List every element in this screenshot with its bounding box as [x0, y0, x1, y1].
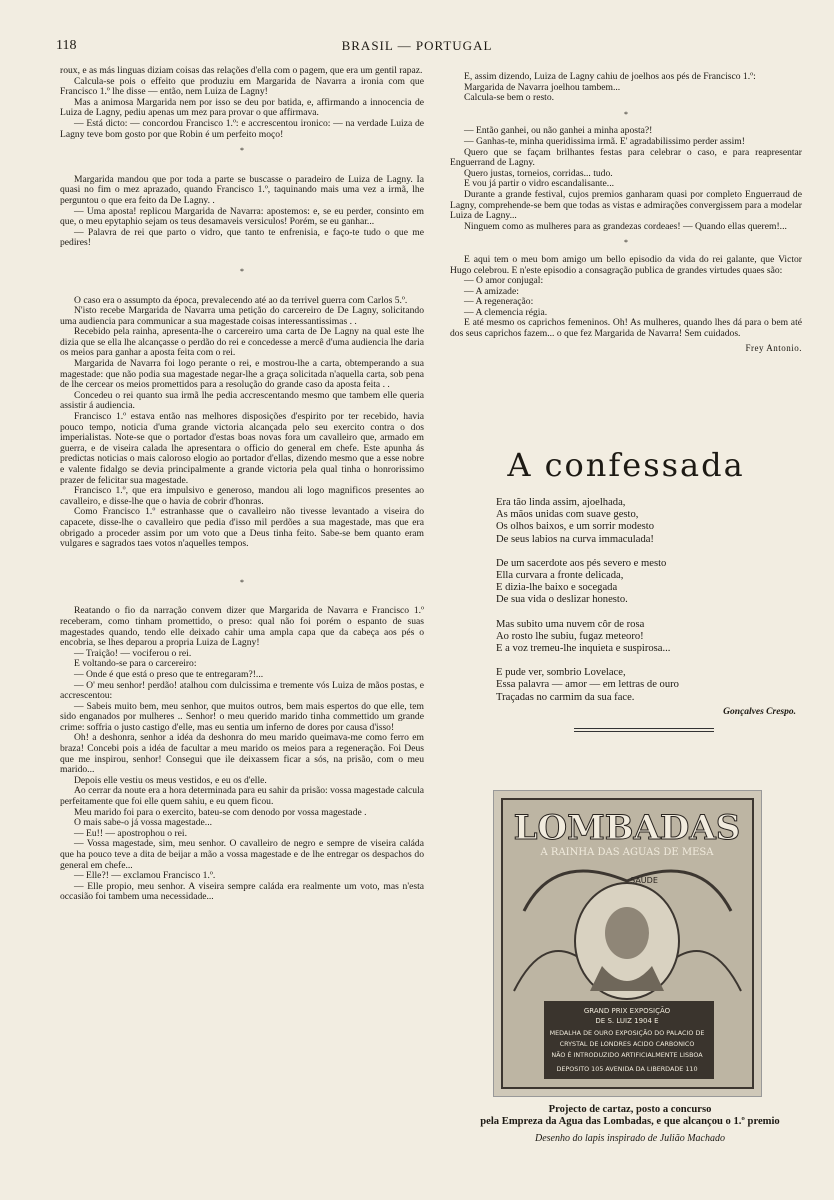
poem-author: Gonçalves Crespo. — [723, 707, 796, 717]
paragraph: Mas a animosa Margarida nem por isso se deu por batida, e, affirmando a innocencia de Luiza de Lagny, pediu apenas um mez para provar o que affirmava. — [60, 96, 424, 119]
section-separator: * — [624, 109, 628, 119]
paragraph: Oh! a deshonra, senhor a idéa da deshonra do meu marido queimava-me como ferro em braza! Concebi pois a idéa de facultar a meu marido os meios para a regeneração. Foi Deus que me inspirou, senhor! Consegui que ile deixassem ficar a sós, na prisão, com o meu marido... — [60, 732, 424, 776]
poem-line: De sua vida o deslizar honesto. — [496, 594, 628, 606]
right-column — [450, 72, 802, 353]
poem-line: E pude ver, sombrio Lovelace, — [496, 667, 626, 679]
poster-line: MEDALHA DE OURO EXPOSIÇÃO DO PALACIO DE — [549, 1029, 705, 1037]
poster-brand: LOMBADAS — [513, 808, 741, 848]
poem-line: Ella curvara a fronte delicada, — [496, 570, 624, 582]
poem-line: Essa palavra — amor — em lettras de ouro — [496, 679, 679, 691]
paragraph: — Eu!! — apostrophou o rei. — [74, 827, 187, 839]
paragraph: Francisco 1.º, que era impulsivo e generoso, mandou ali logo magnificos presentes ao cavalleiro, e disse-lhe que o havia de cobrir d'honras. — [60, 485, 424, 507]
article-signature: Frey Antonio. — [745, 342, 802, 353]
paragraph: Recebido pela rainha, apresenta-lhe o carcereiro uma carta de De Lagny na qual este lhe dizia que se ella lhe alcançasse o perdão do rei e concedesse a mercê d'uma audiencia lhe daria os meios para ganhar a aposta feita com o rei. — [60, 326, 424, 359]
paragraph: — Uma aposta! replicou Margarida de Navarra: apostemos: e, se eu perder, consinto em que, o meu epytaphio sejam os teus desamaveis versiculos! Porém, se eu ganhar... — [60, 205, 424, 228]
paragraph: Francisco 1.º estava então nas melhores disposições d'espirito por ter recebido, havia pouco tempo, noticia d'uma grande victoria alcançada pelo seu exercito contra o dos imperialistas. Note-se que o portador d'estas boas novas fora um cavalleiro que, armado em guerra, e de viseira calada lhe apresentara o officio do general em chefe. Este apunha ás predictas noticias o mais caloroso elogio ao portador d'ellas, dizendo mesmo que a esse nobre e valente fidalgo se devia principalmente a grande victoria pela qual tinha o honrorissimo prazer de felicitar sua magestade. — [60, 411, 424, 486]
section-separator: * — [240, 577, 244, 587]
paragraph: E até mesmo os caprichos femeninos. Oh! As mulheres, quando lhes dá para o bem até dos seus caprichos fazem... o que fez Margarida de Navarra! Sem cuidados. — [450, 317, 802, 340]
poster-line: CRYSTAL DE LONDRES ACIDO CARBONICO — [559, 1040, 695, 1048]
section-separator: * — [624, 238, 628, 248]
paragraph: O caso era o assumpto da época, prevalecendo até ao da terrivel guerra com Carlos 5.º. — [74, 294, 408, 306]
paragraph: — A amizade: — [464, 285, 519, 297]
poster-artwork — [494, 791, 761, 1096]
paragraph: — Palavra de rei que parto o vidro, que tanto te enfrenisia, e faço-te tudo o que me pedires! — [60, 226, 424, 249]
paragraph: — Elle?! — exclamou Francisco 1.º. — [74, 870, 216, 882]
poem-stanza — [496, 619, 796, 656]
poem-line: De seus labios na curva immaculada! — [496, 533, 654, 545]
paragraph: — O' meu senhor! perdão! atalhou com dulcissima e tremente vós Luiza de mãos postas, e accrescentou: — [60, 679, 424, 702]
paragraph: Calcula-se pois o effeito que produziu em Margarida de Navarra a ironia com que Francisco 1.º lhe disse — então, nem Luiza de Lagny! — [60, 75, 424, 98]
poster-line: GRAND PRIX EXPOSIÇÃO — [583, 1007, 671, 1015]
divider — [574, 731, 714, 732]
poster-line: DE S. LUIZ 1904 E — [595, 1017, 659, 1025]
section-separator: * — [240, 146, 244, 156]
section-separator: * — [240, 266, 244, 276]
divider — [574, 728, 714, 729]
paragraph: Reatando o fio da narração convem dizer que Margarida de Navarra e Francisco 1.º receberam, como tinham promettido, o preso: qual não foi porém o espanto de suas magestades quando, tendo elle deixado cahir uma ampla capa que da cabeça aos pés o encobria, se lhes deparou a propria Luiza de Lagny! — [60, 605, 424, 649]
paragraph: Depois elle vestiu os meus vestidos, e eu os d'elle. — [74, 774, 267, 786]
paragraph: Calcula-se bem o resto. — [464, 92, 555, 104]
paragraph: roux, e as más linguas diziam coisas das relações d'ella com o pagem, que era um gentil rapaz. — [60, 65, 423, 76]
poem-stanza — [496, 558, 796, 607]
poster-ribbon: SAUDE — [630, 876, 658, 885]
paragraph: E aqui tem o meu bom amigo um bello episodio da vida do rei galante, que Victor Hugo celebrou. E n'este episodio a consagração publica de grandes virtudes quaes são: — [450, 253, 802, 276]
paragraph: E vou já partir o vidro escandalisante... — [464, 178, 614, 190]
paragraph: Ao cerrar da noute era a hora determinada para eu sahir da prisão: vossa magestade calcula perfeitamente que foi elle quem sahiu, e eu quem ficou. — [60, 785, 424, 808]
poster-illustration — [493, 790, 762, 1097]
poem-title: A confessada — [507, 446, 745, 484]
poem-line: E a voz tremeu-lhe inquieta e suspirosa... — [496, 643, 671, 655]
paragraph: — Ganhas-te, minha queridissima irmã. E' agradabilissimo perder assim! — [464, 135, 745, 147]
paragraph: — O amor conjugal: — [464, 275, 544, 287]
paragraph: — Sabeis muito bem, meu senhor, que muitos outros, bem mais espertos do que elle, tem sido enganados por mulheres .. Senhor! o meu querido marido tinha commettido um grande crime: soffria o justo castigo d'elle, mas eu sentia um inferno de dores por causa d'isso! — [60, 700, 424, 733]
paragraph: N'isto recebe Margarida de Navarra uma petição do carcereiro de De Lagny, solicitando uma audiencia para communicar a sua magestade coisas interessantissimas . . — [60, 305, 424, 327]
paragraph: Margarida de Navarra foi logo perante o rei, e mostrou-lhe a carta, obtemperando a sua magestade: que não podia sua magestade negar-lhe a graça solicitada n'aquella carta, sob pena de lhe cercear os meios promettidos para a resolução do grande caso da aposta feita . . — [60, 358, 424, 391]
paragraph: — Vossa magestade, sim, meu senhor. O cavalleiro de negro e sempre de viseira caláda que ha pouco teve a dita de beijar a mão a vossa magestade e de lhe entregar os despachos do general em chefe... — [60, 838, 424, 871]
poem-stanza — [496, 667, 796, 704]
paragraph: Meu marido foi para o exercito, bateu-se com denodo por vossa magestade . — [74, 806, 367, 818]
paragraph: Concedeu o rei quanto sua irmã lhe pedia accrescentando mesmo que tambem elle queria assistir á audiencia. — [60, 389, 424, 412]
caption-line: Projecto de cartaz, posto a concurso — [548, 1104, 712, 1115]
poem-line: Ao rosto lhe subiu, fugaz meteoro! — [496, 630, 644, 642]
poem-line: Traçadas no carmim da sua face. — [496, 691, 635, 703]
page-number: 118 — [56, 38, 77, 53]
paragraph: — Elle propio, meu senhor. A viseira sempre caláda era realmente um voto, mas n'esta occasião foi tambem uma necessidade... — [60, 880, 424, 903]
poem-line: Era tão linda assim, ajoelhada, — [496, 497, 626, 508]
paragraph: — A clemencia régia. — [464, 306, 548, 318]
illustration-credit: Desenho do lapis inspirado de Julião Machado — [535, 1133, 725, 1144]
paragraph: — Onde é que está o preso que te entregaram?!... — [74, 668, 264, 680]
caption-line: pela Empreza da Agua das Lombadas, e que alcançou o 1.º premio — [480, 1116, 780, 1127]
paragraph: Margarida de Navarra joelhou tambem... — [464, 81, 621, 93]
paragraph: Durante a grande festival, cujos premios ganharam quasi por completo Enguerraud de Lagny, comprehende-se bem que todas as vistas e admirações convergissem para a modelar Luiza de Lagny... — [450, 188, 802, 222]
paragraph: Quero que se façam brilhantes festas para celebrar o caso, e para reapresentar Enguerrand de Lagny. — [450, 146, 802, 169]
paragraph: Como Francisco 1.º estranhasse que o cavalleiro não tivesse levantado a viseira do capacete, disse-lhe o cavalleiro que pedia d'isso mil perdões a sua magestade, mas que era obrigado a proceder assim por um voto que a Deus tinha feito. Sabe-se bem quanto eram vulgares e sagrados taes votos n'aquelles tempos. — [60, 506, 424, 550]
poem-stanza — [496, 497, 796, 546]
paragraph: Margarida mandou que por toda a parte se buscasse o paradeiro de Luiza de Lagny. Ia quasi no fim o mez aprazado, quando Francisco 1.º, taquinando mais uma vez a irmã, lhe perguntou o que era feito da De Lagny. . — [60, 173, 424, 206]
paragraph: E, assim dizendo, Luiza de Lagny cahiu de joelhos aos pés de Francisco 1.º: — [464, 71, 756, 82]
paragraph: Ninguem como as mulheres para as grandezas cordeaes! — Quando ellas querem!... — [464, 220, 787, 232]
poster-subtitle: A RAINHA DAS AGUAS DE MESA — [540, 847, 714, 858]
left-column — [60, 66, 424, 903]
poem-line: Os olhos baixos, e um sorrir modesto — [496, 521, 655, 533]
poem-line: Mas subito uma nuvem côr de rosa — [496, 618, 645, 630]
poster-line: DEPOSITO 105 AVENIDA DA LIBERDADE 110 — [556, 1065, 698, 1073]
paragraph: — Então ganhei, ou não ganhei a minha aposta?! — [464, 125, 653, 137]
poem-line: As mãos unidas com suave gesto, — [496, 509, 639, 521]
poster-line: NÃO É INTRODUZIDO ARTIFICIALMENTE LISBOA — [551, 1051, 703, 1059]
paragraph: O mais sabe-o já vossa magestade... — [74, 817, 213, 829]
paragraph: E voltando-se para o carcereiro: — [74, 658, 197, 670]
paragraph: — A regeneração: — [464, 296, 534, 308]
poem — [496, 497, 796, 716]
running-title: BRASIL — PORTUGAL — [341, 38, 493, 53]
poem-line: E dizia-lhe baixo e socegada — [496, 582, 618, 594]
paragraph: — Traição! — vociferou o rei. — [74, 647, 192, 659]
paragraph: — Está dicto: — concordou Francisco 1.º: e accrescentou ironico: — na verdade Luiza de Lagny teve bom gosto por que Robin é um perfeito moço! — [60, 117, 424, 140]
poster-caption — [430, 1104, 830, 1128]
poem-line: De um sacerdote aos pés severo e mesto — [496, 557, 667, 569]
paragraph: Quero justas, torneios, corridas... tudo. — [464, 167, 613, 179]
